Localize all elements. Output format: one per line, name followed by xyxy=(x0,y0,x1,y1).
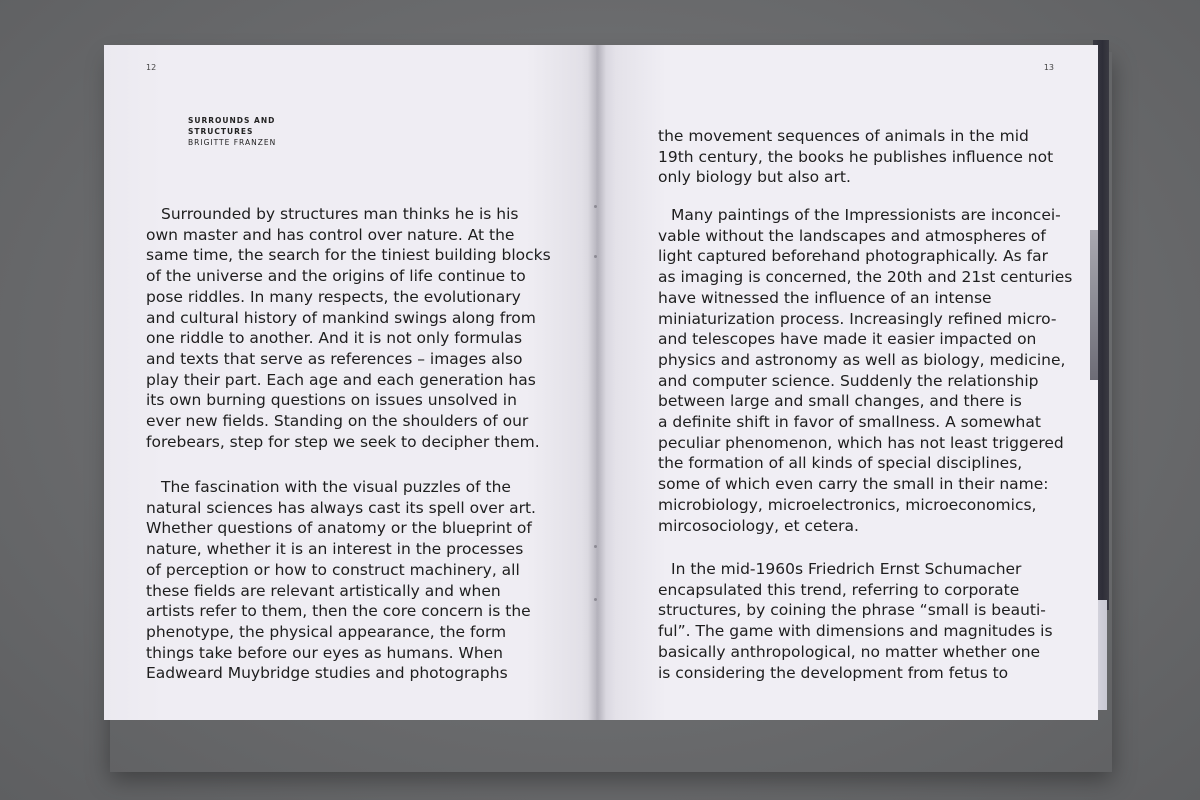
text-line: basically anthropological, no matter whether one xyxy=(658,642,1041,661)
text-line: ful”. The game with dimensions and magnitudes is xyxy=(658,622,1053,641)
text-line: Whether questions of anatomy or the blueprint of xyxy=(146,519,532,538)
staple-stitch xyxy=(594,205,597,208)
text-line: as imaging is concerned, the 20th and 21st centuries xyxy=(658,268,1073,287)
staple-stitch xyxy=(594,545,597,548)
text-line: same time, the search for the tiniest building blocks xyxy=(146,246,551,265)
page-number-left: 12 xyxy=(146,63,157,72)
right-paragraph-2 xyxy=(658,559,1053,683)
text-line: forebears, step for step we seek to decipher them. xyxy=(146,432,540,451)
text-line: vable without the landscapes and atmospheres of xyxy=(658,226,1046,245)
text-line: of perception or how to construct machinery, all xyxy=(146,560,520,579)
next-page-photo-edge xyxy=(1090,230,1098,380)
page-number-right: 13 xyxy=(1043,63,1054,72)
text-line: and telescopes have made it easier impacted on xyxy=(658,330,1037,349)
text-line: natural sciences has always cast its spell over art. xyxy=(146,498,536,517)
text-line: its own burning questions on issues unsolved in xyxy=(146,391,517,410)
text-line: The fascination with the visual puzzles of the xyxy=(161,478,511,496)
text-line: and cultural history of mankind swings along from xyxy=(146,308,536,327)
text-line: pose riddles. In many respects, the evolutionary xyxy=(146,287,521,306)
text-line: Surrounded by structures man thinks he is his xyxy=(161,205,519,223)
text-line: encapsulated this trend, referring to corporate xyxy=(658,580,1020,599)
text-line: artists refer to them, then the core concern is the xyxy=(146,602,531,621)
right-paragraph-1 xyxy=(658,205,1072,536)
staple-stitch xyxy=(594,255,597,258)
chapter-title-line-1: SURROUNDS AND xyxy=(188,116,276,125)
text-line: In the mid-1960s Friedrich Ernst Schumacher xyxy=(671,560,1022,578)
text-line: play their part. Each age and each generation has xyxy=(146,370,536,389)
staple-stitch xyxy=(594,598,597,601)
text-line: only biology but also art. xyxy=(658,168,851,187)
chapter-heading xyxy=(188,115,276,148)
text-line: these fields are relevant artistically and when xyxy=(146,581,501,600)
text-line: phenotype, the physical appearance, the form xyxy=(146,622,507,641)
chapter-title-line-2: STRUCTURES xyxy=(188,127,254,136)
right-page xyxy=(596,45,1098,720)
left-paragraph-1 xyxy=(146,204,551,452)
text-line: the formation of all kinds of special disciplines, xyxy=(658,454,1023,473)
text-line: of the universe and the origins of life continue to xyxy=(146,267,526,286)
text-line: is considering the development from fetus to xyxy=(658,663,1009,682)
text-line: own master and has control over nature. At the xyxy=(146,225,515,244)
spine-gutter xyxy=(588,45,606,720)
text-line: nature, whether it is an interest in the processes xyxy=(146,540,524,559)
chapter-author: BRIGITTE FRANZEN xyxy=(188,138,277,147)
text-line: a definite shift in favor of smallness. A somewhat xyxy=(658,413,1041,432)
text-line: one riddle to another. And it is not only formulas xyxy=(146,329,523,348)
text-line: miniaturization process. Increasingly refined micro- xyxy=(658,309,1057,328)
text-line: Many paintings of the Impressionists are inconcei- xyxy=(671,206,1061,224)
text-line: things take before our eyes as humans. When xyxy=(146,643,504,662)
text-line: structures, by coining the phrase “small is beauti- xyxy=(658,601,1046,620)
text-line: microbiology, microelectronics, microeconomics, xyxy=(658,495,1037,514)
text-line: and texts that serve as references – images also xyxy=(146,349,523,368)
text-line: have witnessed the influence of an intense xyxy=(658,288,992,307)
text-line: and computer science. Suddenly the relationship xyxy=(658,371,1039,390)
text-line: Eadweard Muybridge studies and photographs xyxy=(146,664,508,683)
text-line: peculiar phenomenon, which has not least triggered xyxy=(658,433,1064,452)
text-line: 19th century, the books he publishes influence not xyxy=(658,147,1054,166)
text-line: ever new fields. Standing on the shoulders of our xyxy=(146,412,529,431)
text-line: physics and astronomy as well as biology, medicine, xyxy=(658,350,1066,369)
right-paragraph-continued xyxy=(658,126,1053,188)
text-line: mircosociology, et cetera. xyxy=(658,516,859,535)
left-paragraph-2 xyxy=(146,477,536,684)
left-page xyxy=(104,45,596,720)
text-line: light captured beforehand photographically. As far xyxy=(658,247,1048,266)
text-line: some of which even carry the small in their name: xyxy=(658,475,1049,494)
text-line: between large and small changes, and there is xyxy=(658,392,1022,411)
text-line: the movement sequences of animals in the mid xyxy=(658,127,1029,145)
